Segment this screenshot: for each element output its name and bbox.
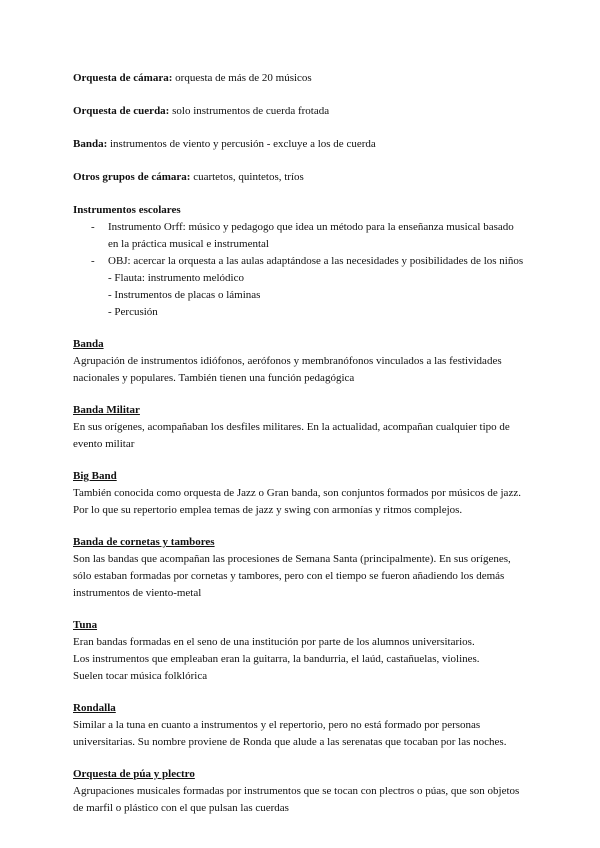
sub-list-item: - Flauta: instrumento melódico [108,272,244,284]
section-body [73,419,530,453]
section-tuna [73,617,530,685]
sub-list [73,270,530,321]
definition-text: solo instrumentos de cuerda frotada [169,105,330,117]
term: Banda: [73,138,108,150]
definition-chamber-groups [73,169,530,186]
text-line: Agrupaciones musicales formadas por instrumentos que se tocan con plectros o púas, que son objetos [73,785,520,797]
text-line: - Instrumento Orff: músico y pedagogo que idea un método para la enseñanza musical basado [108,221,514,233]
text-line: Agrupación de instrumentos idiófonos, aerófonos y membranófonos vinculados a las festividades [73,355,502,367]
text-line: nacionales y populares. También tienen una función pedagógica [73,372,355,384]
text-line: instrumentos de viento-metal [73,587,202,599]
text-line: Similar a la tuna en cuanto a instrumentos y el repertorio, pero no está formado por personas [73,719,481,731]
term: Orquesta de cuerda: [73,105,170,117]
list-item [73,253,530,270]
term: Orquesta de cámara: [73,72,173,84]
section-body [73,634,530,685]
list-item [73,219,530,253]
text-line: Por lo que su repertorio emplea temas de jazz y swing con armonías y ritmos complejos. [73,504,463,516]
text-line: Son las bandas que acompañan las procesiones de Semana Santa (principalmente). En sus orígenes, [73,553,511,565]
text-line: También conocida como orquesta de Jazz o Gran banda, son conjuntos formados por músicos de jazz. [73,487,521,499]
sub-list-item: - Percusión [108,306,158,318]
bullet-list [73,219,530,270]
section-title: Banda [73,338,104,350]
school-instruments [73,202,530,321]
section-big-band [73,468,530,519]
definition-band [73,136,530,153]
text-line: universitarias. Su nombre proviene de Ronda que alude a las serenatas que tocaban por las noches. [73,736,507,748]
section-body [73,551,530,602]
text-line: evento militar [73,438,135,450]
section-title: Tuna [73,619,98,631]
section-title: Instrumentos escolares [73,204,181,216]
text-line: Suelen tocar música folklórica [73,670,208,682]
section-title: Orquesta de púa y plectro [73,768,195,780]
section-body [73,717,530,751]
text-line: de marfil o plástico con el que pulsan las cuerdas [73,802,289,814]
sub-list-item: - Instrumentos de placas o láminas [108,289,261,301]
section-banda [73,336,530,387]
definition-chamber-orchestra [73,70,530,87]
definition-string-orchestra [73,103,530,120]
text-line: sólo estaban formadas por cornetas y tambores, pero con el tiempo se fueron añadiendo los demás [73,570,505,582]
term: Otros grupos de cámara: [73,171,191,183]
text-line: Los instrumentos que empleaban eran la guitarra, la bandurria, el laúd, castañuelas, violines. [73,653,480,665]
section-pua-plectro [73,766,530,817]
text-line: - OBJ: acercar la orquesta a las aulas adaptándose a las necesidades y posibilidades de los niños [108,255,524,267]
definition-text: instrumentos de viento y percusión - excluye a los de cuerda [107,138,376,150]
text-line: en la práctica musical e instrumental [108,238,269,250]
section-rondalla [73,700,530,751]
section-banda-militar [73,402,530,453]
section-title: Big Band [73,470,117,482]
section-body [73,353,530,387]
definition-text: cuartetos, quintetos, tríos [190,171,304,183]
section-cornetas-tambores [73,534,530,602]
text-line: En sus orígenes, acompañaban los desfiles militares. En la actualidad, acompañan cualquier tipo de [73,421,510,433]
section-body [73,485,530,519]
section-title: Banda Militar [73,404,140,416]
definition-text: orquesta de más de 20 músicos [172,72,312,84]
section-title: Banda de cornetas y tambores [73,536,215,548]
text-line: Eran bandas formadas en el seno de una institución por parte de los alumnos universitarios. [73,636,475,648]
section-body [73,783,530,817]
section-title: Rondalla [73,702,116,714]
